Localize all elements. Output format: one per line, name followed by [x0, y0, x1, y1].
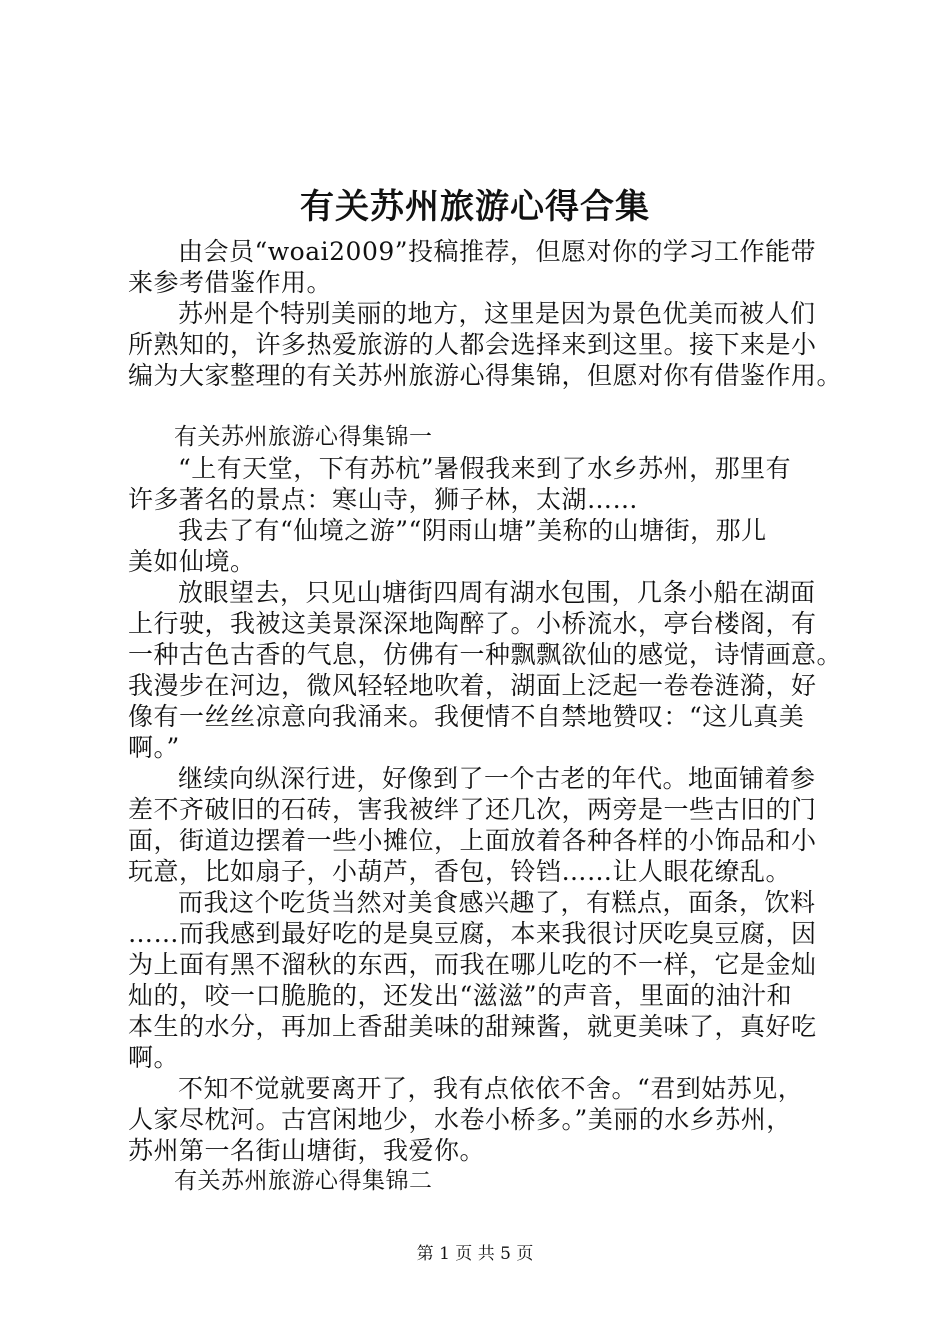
- document-body: [128, 236, 856, 1197]
- paragraph-body: 放眼望去，只见山塘街四周有湖水包围，几条小船在湖面 上行驶，我被这美景深深地陶醉了。小桥流水，亭台楼阁，有 一种古色古香的气息，仿佛有一种飘飘欲仙的感觉，诗情画意。 我漫步在河边，微风轻轻地吹着，湖面上泛起一卷卷涟漪，好 像有一丝丝凉意向我涌来。我便情不自禁地赞叹：“这儿真美 啊。”: [128, 578, 843, 762]
- paragraph-summary: 苏州是个特别美丽的地方，这里是因为景色优美而被人们 所熟知的，许多热爱旅游的人都会选择来到这里。接下来是小 编为大家整理的有关苏州旅游心得集锦，但愿对你有借鉴作用。: [128, 299, 843, 390]
- paragraph-body: 而我这个吃货当然对美食感兴趣了，有糕点，面条，饮料 ……而我感到最好吃的是臭豆腐，本来我很讨厌吃臭豆腐，因 为上面有黑不溜秋的东西，而我在哪儿吃的不一样，它是金灿 灿的，咬一口脆脆的，还发出“滋滋”的声音，里面的油汁和 本生的水分，再加上香甜美味的甜辣酱，就更美味了，真好吃 啊。: [128, 888, 817, 1072]
- paragraph-body: 继续向纵深行进，好像到了一个古老的年代。地面铺着参 差不齐破旧的石砖，害我被绊了还几次，两旁是一些古旧的门 面，街道边摆着一些小摊位，上面放着各种各样的小饰品和小 玩意，比如扇子，小葫芦，香包，铃铛……让人眼花缭乱。: [128, 764, 817, 886]
- document-title: 有关苏州旅游心得合集: [300, 187, 650, 227]
- section-heading-one: 有关苏州旅游心得集锦一: [174, 424, 433, 450]
- paragraph-body: 不知不觉就要离开了，我有点依依不舍。“君到姑苏见， 人家尽枕河。古宫闲地少，水卷小桥多。”美丽的水乡苏州， 苏州第一名街山塘街，我爱你。: [128, 1074, 804, 1165]
- paragraph-body: 我去了有“仙境之游”“阴雨山塘”美称的山塘街，那儿 美如仙境。: [128, 516, 767, 576]
- paragraph-body: “上有天堂，下有苏杭”暑假我来到了水乡苏州，那里有 许多著名的景点：寒山寺，狮子林，太湖……: [128, 454, 792, 514]
- paragraph-intro: 由会员“woai2009”投稿推荐，但愿对你的学习工作能带 来参考借鉴作用。: [128, 237, 817, 297]
- page-number-footer: 第 1 页 共 5 页: [416, 1244, 534, 1264]
- section-heading-two: 有关苏州旅游心得集锦二: [174, 1168, 433, 1194]
